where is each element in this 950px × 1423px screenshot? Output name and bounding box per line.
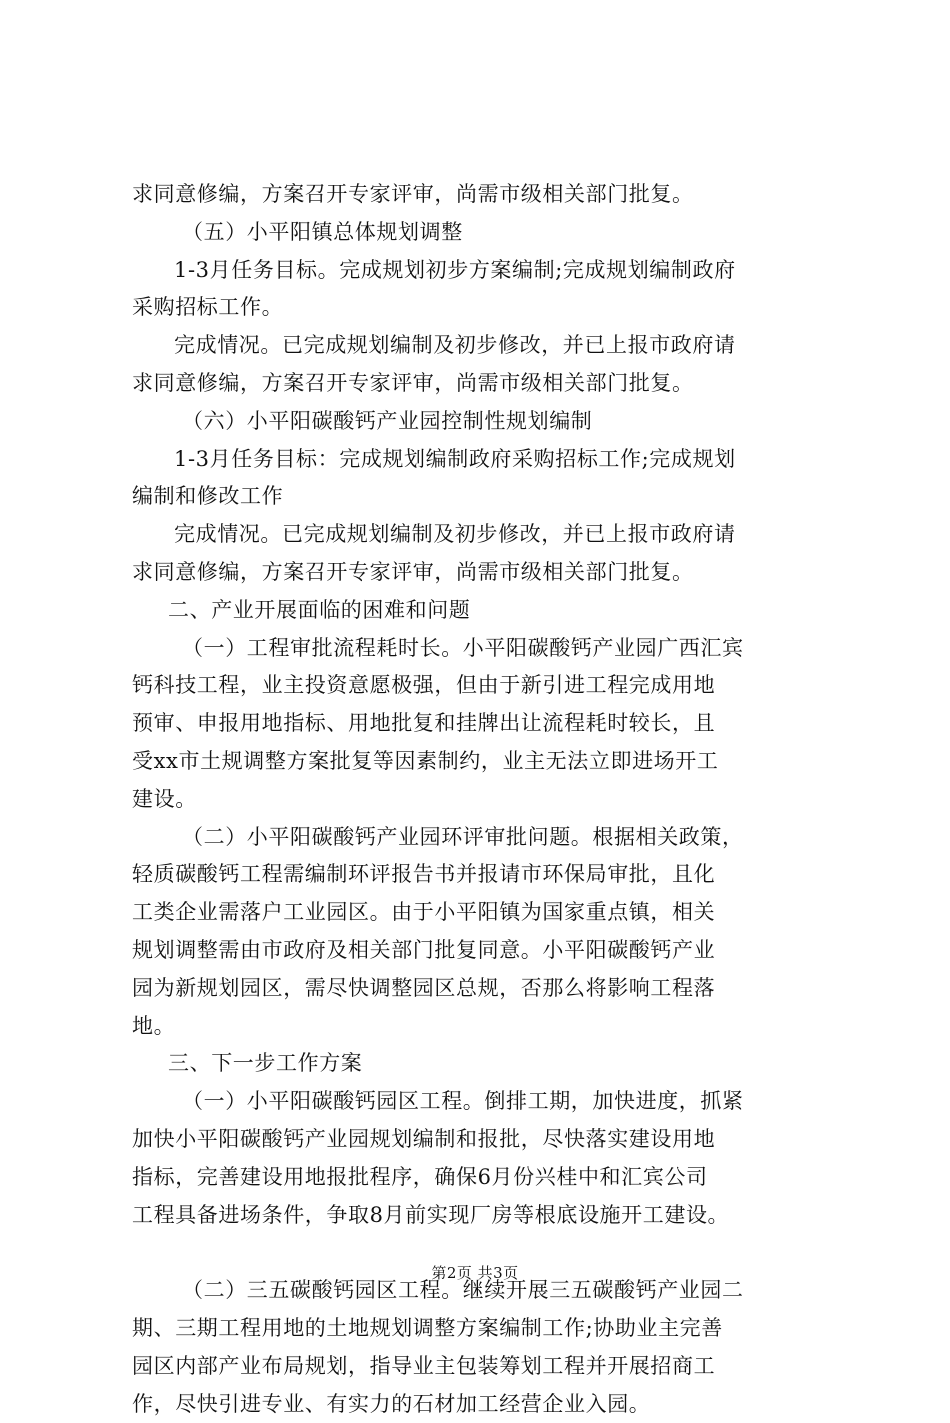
document-body	[132, 176, 832, 1423]
text-line: （一）工程审批流程耗时长。小平阳碳酸钙产业园广西汇宾	[132, 630, 832, 668]
text-line: 求同意修编，方案召开专家评审，尚需市级相关部门批复。	[132, 554, 832, 592]
text-line: 完成情况。已完成规划编制及初步修改，并已上报市政府请	[132, 516, 832, 554]
text-line: 采购招标工作。	[132, 289, 832, 327]
section-heading: 三、下一步工作方案	[132, 1045, 832, 1083]
text-line: 工程具备进场条件，争取8月前实现厂房等根底设施开工建设。	[132, 1197, 832, 1235]
text-line: 钙科技工程，业主投资意愿极强，但由于新引进工程完成用地	[132, 667, 832, 705]
text-line: （二）小平阳碳酸钙产业园环评审批问题。根据相关政策，	[132, 819, 832, 857]
text-line: 园区内部产业布局规划，指导业主包装筹划工程并开展招商工	[132, 1348, 832, 1386]
text-line: 预审、申报用地指标、用地批复和挂牌出让流程耗时较长，且	[132, 705, 832, 743]
text-line: 地。	[132, 1008, 832, 1046]
text-line: 工类企业需落户工业园区。由于小平阳镇为国家重点镇，相关	[132, 894, 832, 932]
text-line: 建设。	[132, 781, 832, 819]
text-line: 轻质碳酸钙工程需编制环评报告书并报请市环保局审批，且化	[132, 856, 832, 894]
text-line: （二）三五碳酸钙园区工程。继续开展三五碳酸钙产业园二	[132, 1272, 832, 1310]
text-line: 规划调整需由市政府及相关部门批复同意。小平阳碳酸钙产业	[132, 932, 832, 970]
text-line: 园为新规划园区，需尽快调整园区总规，否那么将影响工程落	[132, 970, 832, 1008]
text-line: （一）小平阳碳酸钙园区工程。倒排工期，加快进度，抓紧	[132, 1083, 832, 1121]
text-line: 期、三期工程用地的土地规划调整方案编制工作;协助业主完善	[132, 1310, 832, 1348]
text-line: 1-3月任务目标：完成规划编制政府采购招标工作;完成规划	[132, 441, 832, 479]
section-heading: （五）小平阳镇总体规划调整	[132, 214, 832, 252]
text-line: 求同意修编，方案召开专家评审，尚需市级相关部门批复。	[132, 365, 832, 403]
text-line: 完成情况。已完成规划编制及初步修改，并已上报市政府请	[132, 327, 832, 365]
section-heading: 二、产业开展面临的困难和问题	[132, 592, 832, 630]
text-line: 编制和修改工作	[132, 478, 832, 516]
page-footer: 第2页 共3页	[0, 1263, 950, 1283]
text-line: 受xx市土规调整方案批复等因素制约，业主无法立即进场开工	[132, 743, 832, 781]
text-line: 作，尽快引进专业、有实力的石材加工经营企业入园。	[132, 1386, 832, 1423]
text-line: 指标，完善建设用地报批程序，确保6月份兴桂中和汇宾公司	[132, 1159, 832, 1197]
text-line: 1-3月任务目标。完成规划初步方案编制;完成规划编制政府	[132, 252, 832, 290]
text-line: 求同意修编，方案召开专家评审，尚需市级相关部门批复。	[132, 176, 832, 214]
section-heading: （六）小平阳碳酸钙产业园控制性规划编制	[132, 403, 832, 441]
text-line: 加快小平阳碳酸钙产业园规划编制和报批，尽快落实建设用地	[132, 1121, 832, 1159]
